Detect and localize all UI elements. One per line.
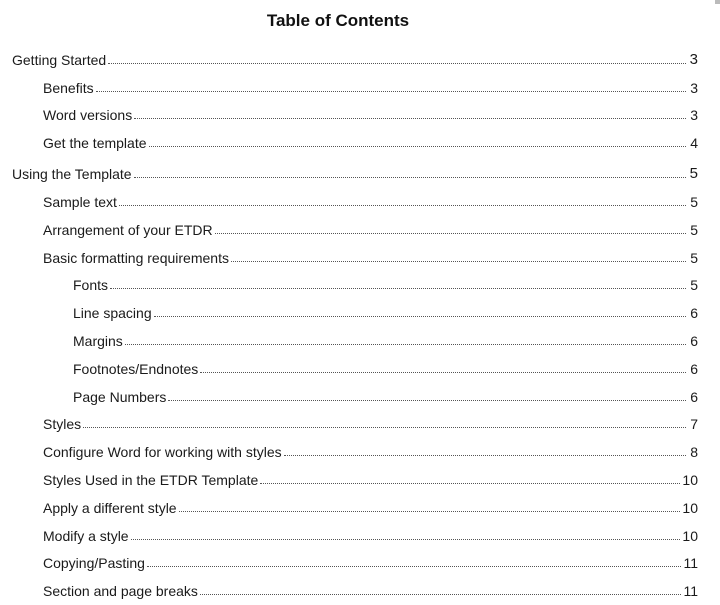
toc-entry-page-number: 10 [682, 471, 698, 488]
toc-dot-leader [284, 455, 686, 456]
toc-dot-leader [134, 118, 686, 119]
toc-entry-text: Footnotes/Endnotes [73, 360, 199, 377]
toc-entry-text: Line spacing [73, 305, 152, 322]
toc-dot-leader [200, 372, 686, 373]
toc-dot-leader [131, 539, 681, 540]
toc-entry-page-number: 5 [690, 249, 698, 266]
toc-entry-text: Word versions [43, 107, 133, 124]
toc-entry-page-number: 10 [682, 527, 698, 544]
toc-entry[interactable] [0, 381, 720, 409]
toc-dot-leader [110, 288, 686, 289]
toc-entry[interactable] [0, 155, 720, 186]
toc-entry[interactable] [0, 548, 720, 576]
toc-entry-page-number: 11 [683, 555, 698, 572]
toc-entry[interactable] [0, 436, 720, 464]
toc-entry-text: Getting Started [12, 51, 107, 68]
toc-entry-text: Using the Template [12, 166, 132, 183]
toc-title: Table of Contents [266, 11, 410, 30]
toc-dot-leader [231, 261, 686, 262]
toc-entry-page-number: 6 [690, 305, 698, 322]
toc-entry-page-number: 4 [690, 135, 698, 152]
toc-entry-text: Styles [43, 416, 82, 433]
toc-dot-leader [147, 566, 682, 567]
toc-dot-leader [134, 177, 686, 178]
toc-entry-page-number: 3 [690, 79, 698, 96]
toc-entry-page-number: 5 [690, 277, 698, 294]
toc-entry-page-number: 6 [690, 360, 698, 377]
toc-entry[interactable] [0, 492, 720, 520]
toc-entry-text: Arrangement of your ETDR [43, 221, 213, 238]
toc-entry[interactable] [0, 214, 720, 242]
toc-entry[interactable] [0, 100, 720, 128]
toc-entry-text: Basic formatting requirements [43, 249, 229, 266]
toc-dot-leader [125, 344, 686, 345]
toc-list [0, 44, 720, 603]
toc-entry-page-number: 3 [690, 107, 698, 124]
toc-entry-text: Section and page breaks [43, 583, 198, 600]
toc-dot-leader [168, 400, 686, 401]
toc-entry[interactable] [0, 409, 720, 437]
toc-entry[interactable] [0, 520, 720, 548]
toc-dot-leader [96, 91, 686, 92]
toc-entry-text: Configure Word for working with styles [43, 444, 282, 461]
toc-dot-leader [154, 316, 686, 317]
toc-entry[interactable] [0, 44, 720, 72]
toc-entry-page-number: 10 [682, 499, 698, 516]
toc-entry[interactable] [0, 186, 720, 214]
toc-dot-leader [149, 146, 686, 147]
toc-entry[interactable] [0, 464, 720, 492]
toc-entry-page-number: 5 [689, 165, 698, 183]
toc-entry-page-number: 11 [683, 583, 698, 600]
toc-entry-page-number: 5 [690, 193, 698, 210]
toc-entry-text: Sample text [43, 193, 117, 210]
toc-dot-leader [260, 483, 680, 484]
toc-entry-text: Styles Used in the ETDR Template [43, 471, 259, 488]
toc-entry-text: Get the template [43, 135, 147, 152]
toc-entry[interactable] [0, 575, 720, 603]
toc-dot-leader [215, 233, 686, 234]
toc-entry-page-number: 6 [690, 388, 698, 405]
toc-entry-text: Apply a different style [43, 499, 177, 516]
toc-entry-page-number: 5 [690, 221, 698, 238]
toc-entry[interactable] [0, 127, 720, 155]
toc-entry-text: Page Numbers [73, 388, 167, 405]
toc-entry[interactable] [0, 353, 720, 381]
corner-artifact [715, 0, 720, 4]
toc-entry[interactable] [0, 242, 720, 270]
toc-dot-leader [179, 511, 681, 512]
toc-dot-leader [200, 594, 682, 595]
toc-entry-text: Copying/Pasting [43, 555, 145, 572]
toc-entry-text: Fonts [73, 277, 109, 294]
toc-entry-text: Modify a style [43, 527, 129, 544]
toc-entry-text: Margins [73, 332, 123, 349]
toc-entry-page-number: 7 [690, 416, 698, 433]
toc-entry[interactable] [0, 270, 720, 298]
toc-entry[interactable] [0, 297, 720, 325]
toc-entry-page-number: 3 [689, 50, 698, 68]
toc-entry-page-number: 6 [690, 332, 698, 349]
toc-dot-leader [83, 427, 686, 428]
toc-dot-leader [108, 63, 686, 64]
toc-entry[interactable] [0, 325, 720, 353]
toc-entry[interactable] [0, 72, 720, 100]
toc-dot-leader [119, 205, 686, 206]
toc-entry-text: Benefits [43, 79, 94, 96]
toc-entry-page-number: 8 [690, 444, 698, 461]
